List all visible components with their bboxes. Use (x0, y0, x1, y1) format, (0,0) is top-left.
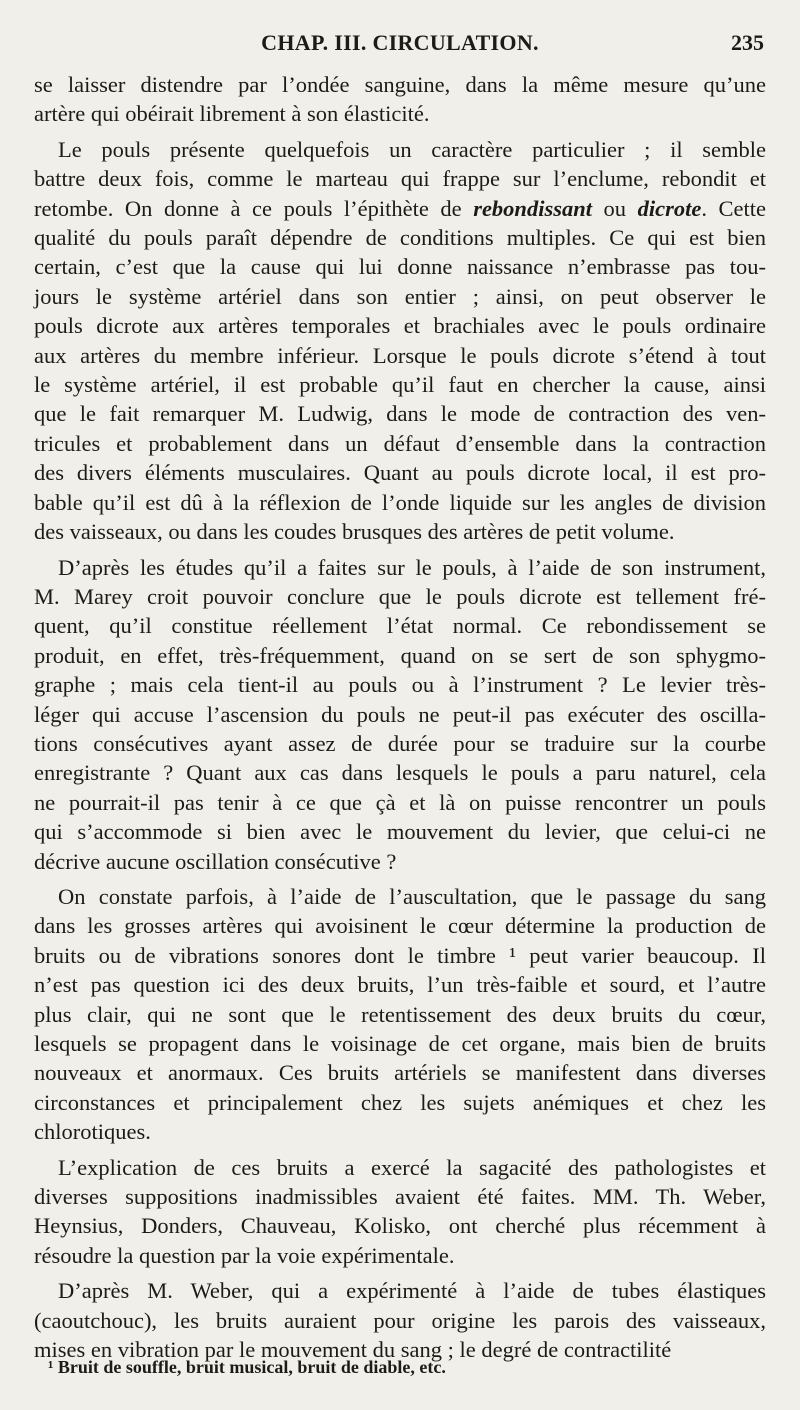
text-line: battre deux fois, comme le marteau qui frappe sur l’enclume, rebondit et (34, 166, 766, 192)
footnote: ¹ Bruit de souffle, bruit musical, bruit de diable, etc. (48, 1357, 446, 1377)
text-line: nouveaux et anormaux. Ces bruits artériels se manifestent dans diverses (34, 1060, 766, 1086)
text-line: (caoutchouc), les bruits auraient pour origine les parois des vaisseaux, (34, 1307, 766, 1333)
text-line: produit, en effet, très-fréquemment, quand on se sert de son sphygmo- (34, 642, 766, 668)
text-line: circonstances et principalement chez les sujets anémiques et chez les (34, 1089, 766, 1115)
text-line: ne pourrait-il pas tenir à ce que çà et là on puisse rencontrer un pouls (34, 789, 766, 815)
text-line: n’est pas question ici des deux bruits, l’un très-faible et sourd, et l’autre (34, 972, 766, 998)
text-line: quent, qu’il constitue réellement l’état normal. Ce rebondissement se (34, 613, 766, 639)
text-line: retombe. On donne à ce pouls l’épithète de rebondissant ou dicrote. Cette (34, 195, 767, 221)
chapter-title: CHAP. III. CIRCULATION. (261, 30, 539, 55)
text-line: plus clair, qui ne sont que le retentissement des deux bruits du cœur, (34, 1001, 766, 1027)
text-line: diverses suppositions inadmissibles avaient été faites. MM. Th. Weber, (34, 1184, 766, 1210)
paragraph (34, 1153, 766, 1271)
text-line: le système artériel, il est probable qu’il faut en chercher la cause, ainsi (34, 372, 766, 398)
text-line: Heynsius, Donders, Chauveau, Kolisko, ont cherché plus récemment à (34, 1213, 766, 1239)
text-line: lesquels se propagent dans le voisinage de cet organe, mais bien de bruits (34, 1031, 766, 1056)
body-text (34, 70, 766, 1364)
paragraph (34, 1276, 766, 1364)
text-line: bruits ou de vibrations sonores dont le timbre ¹ peut varier beaucoup. Il (34, 942, 766, 968)
text-line: léger qui accuse l’ascension du pouls ne peut-il pas exécuter des oscilla- (34, 701, 766, 727)
text-line: On constate parfois, à l’aide de l’auscultation, que le passage du sang (58, 883, 766, 909)
text-line: qualité du pouls paraît dépendre de conditions multiples. Ce qui est bien (34, 225, 766, 251)
text-line: des divers éléments musculaires. Quant au pouls dicrote local, il est pro- (34, 460, 766, 486)
text-line: D’après M. Weber, qui a expérimenté à l’aide de tubes élastiques (58, 1278, 766, 1304)
page-number: 235 (731, 30, 764, 55)
paragraph (34, 553, 766, 876)
text-line: M. Marey croit pouvoir conclure que le pouls dicrote est tellement fré- (34, 583, 766, 609)
text-line: jours le système artériel dans son entier ; ainsi, on peut observer le (34, 283, 766, 309)
text-line: chlorotiques. (34, 1119, 151, 1145)
text-line: certain, c’est que la cause qui lui donne naissance n’embrasse pas tou- (34, 254, 766, 280)
text-line: tions consécutives ayant assez de durée pour se traduire sur la courbe (34, 730, 766, 756)
text-line: mises en vibration par le mouvement du sang ; le degré de contractilité (34, 1337, 672, 1363)
paragraph (34, 135, 766, 547)
text-line: résoudre la question par la voie expérimentale. (34, 1242, 455, 1268)
text-line: L’explication de ces bruits a exercé la sagacité des pathologistes et (58, 1154, 766, 1180)
text-line: aux artères du membre inférieur. Lorsque le pouls dicrote s’étend à tout (34, 342, 766, 368)
italic-term: rebondissant (473, 195, 592, 221)
text-line: qui s’accommode si bien avec le mouvement du levier, que celui-ci ne (34, 819, 766, 845)
text-line: tricules et probablement dans un défaut d’ensemble dans la contraction (34, 430, 766, 456)
text-line: que le fait remarquer M. Ludwig, dans le mode de contraction des ven- (34, 401, 766, 427)
text-line: bable qu’il est dû à la réflexion de l’onde liquide sur les angles de division (34, 489, 766, 515)
text-line: pouls dicrote aux artères temporales et brachiales avec le pouls ordinaire (34, 313, 766, 339)
italic-term: dicrote (637, 195, 702, 221)
paragraph (34, 882, 766, 1147)
paragraph (34, 70, 766, 129)
text-line: des vaisseaux, ou dans les coudes brusques des artères de petit volume. (34, 519, 675, 545)
text-line: enregistrante ? Quant aux cas dans lesquels le pouls a paru naturel, cela (34, 760, 766, 786)
text-line: Le pouls présente quelquefois un caractère particulier ; il semble (58, 136, 766, 162)
text-line: graphe ; mais cela tient-il au pouls ou à l’instrument ? Le levier très- (34, 672, 766, 698)
text-line: artère qui obéirait librement à son élasticité. (34, 101, 430, 127)
running-header (36, 30, 764, 62)
text-line: décrive aucune oscillation consécutive ? (34, 848, 397, 874)
text-line: D’après les études qu’il a faites sur le pouls, à l’aide de son instrument, (58, 554, 766, 580)
text-line: dans les grosses artères qui avoisinent le cœur détermine la production de (34, 913, 766, 939)
text-line: se laisser distendre par l’ondée sanguine, dans la même mesure qu’une (34, 72, 766, 97)
